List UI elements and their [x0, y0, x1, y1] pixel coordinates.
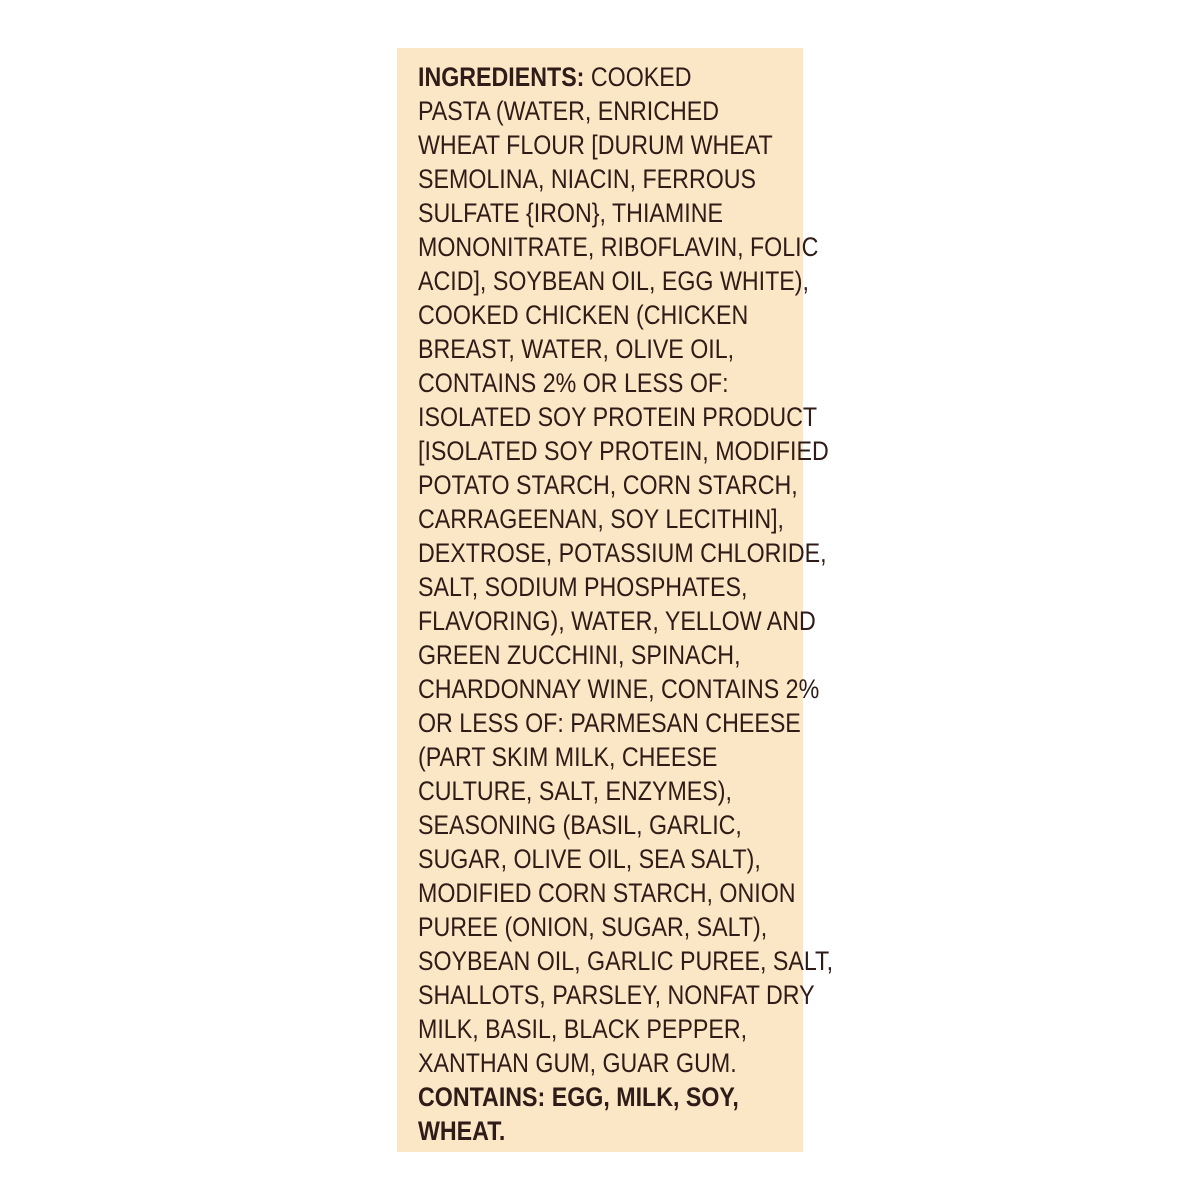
ingredients-line: SHALLOTS, PARSLEY, NONFAT DRY — [418, 980, 815, 1010]
ingredients-line: SOYBEAN OIL, GARLIC PUREE, SALT, — [418, 946, 834, 976]
ingredients-line: DEXTROSE, POTASSIUM CHLORIDE, — [418, 538, 827, 568]
ingredients-line: CONTAINS 2% OR LESS OF: — [418, 368, 729, 398]
allergen-contains-line: CONTAINS: EGG, MILK, SOY, — [418, 1082, 739, 1112]
ingredients-line-text: COOKED — [584, 62, 692, 92]
ingredients-line: PUREE (ONION, SUGAR, SALT), — [418, 912, 768, 942]
ingredients-line: MODIFIED CORN STARCH, ONION — [418, 878, 796, 908]
ingredients-line: OR LESS OF: PARMESAN CHEESE — [418, 708, 801, 738]
allergen-contains-line: WHEAT. — [418, 1116, 506, 1146]
ingredients-line: SULFATE {IRON}, THIAMINE — [418, 198, 723, 228]
ingredients-line: ISOLATED SOY PROTEIN PRODUCT — [418, 402, 818, 432]
ingredients-line: [ISOLATED SOY PROTEIN, MODIFIED — [418, 436, 829, 466]
ingredients-line: BREAST, WATER, OLIVE OIL, — [418, 334, 735, 364]
ingredients-line: CHARDONNAY WINE, CONTAINS 2% — [418, 674, 820, 704]
ingredients-line: XANTHAN GUM, GUAR GUM. — [418, 1048, 737, 1078]
ingredients-line: CARRAGEENAN, SOY LECITHIN], — [418, 504, 785, 534]
ingredients-heading: INGREDIENTS: — [418, 62, 585, 92]
ingredients-line: COOKED CHICKEN (CHICKEN — [418, 300, 749, 330]
ingredients-label-panel — [397, 48, 834, 1152]
ingredients-line: SALT, SODIUM PHOSPHATES, — [418, 572, 748, 602]
ingredients-line: GREEN ZUCCHINI, SPINACH, — [418, 640, 741, 670]
ingredients-line: PASTA (WATER, ENRICHED — [418, 96, 720, 126]
ingredients-line: MILK, BASIL, BLACK PEPPER, — [418, 1014, 748, 1044]
ingredients-line: WHEAT FLOUR [DURUM WHEAT — [418, 130, 773, 160]
ingredients-line: ACID], SOYBEAN OIL, EGG WHITE), — [418, 266, 809, 296]
ingredients-line: SUGAR, OLIVE OIL, SEA SALT), — [418, 844, 761, 874]
ingredients-line: SEMOLINA, NIACIN, FERROUS — [418, 164, 757, 194]
ingredients-line: POTATO STARCH, CORN STARCH, — [418, 470, 798, 500]
ingredients-line: MONONITRATE, RIBOFLAVIN, FOLIC — [418, 232, 819, 262]
ingredients-line: (PART SKIM MILK, CHEESE — [418, 742, 718, 772]
ingredients-line: CULTURE, SALT, ENZYMES), — [418, 776, 732, 806]
ingredients-text-block — [418, 60, 834, 1148]
ingredients-line — [418, 60, 745, 94]
ingredients-line: FLAVORING), WATER, YELLOW AND — [418, 606, 816, 636]
ingredients-line: SEASONING (BASIL, GARLIC, — [418, 810, 742, 840]
